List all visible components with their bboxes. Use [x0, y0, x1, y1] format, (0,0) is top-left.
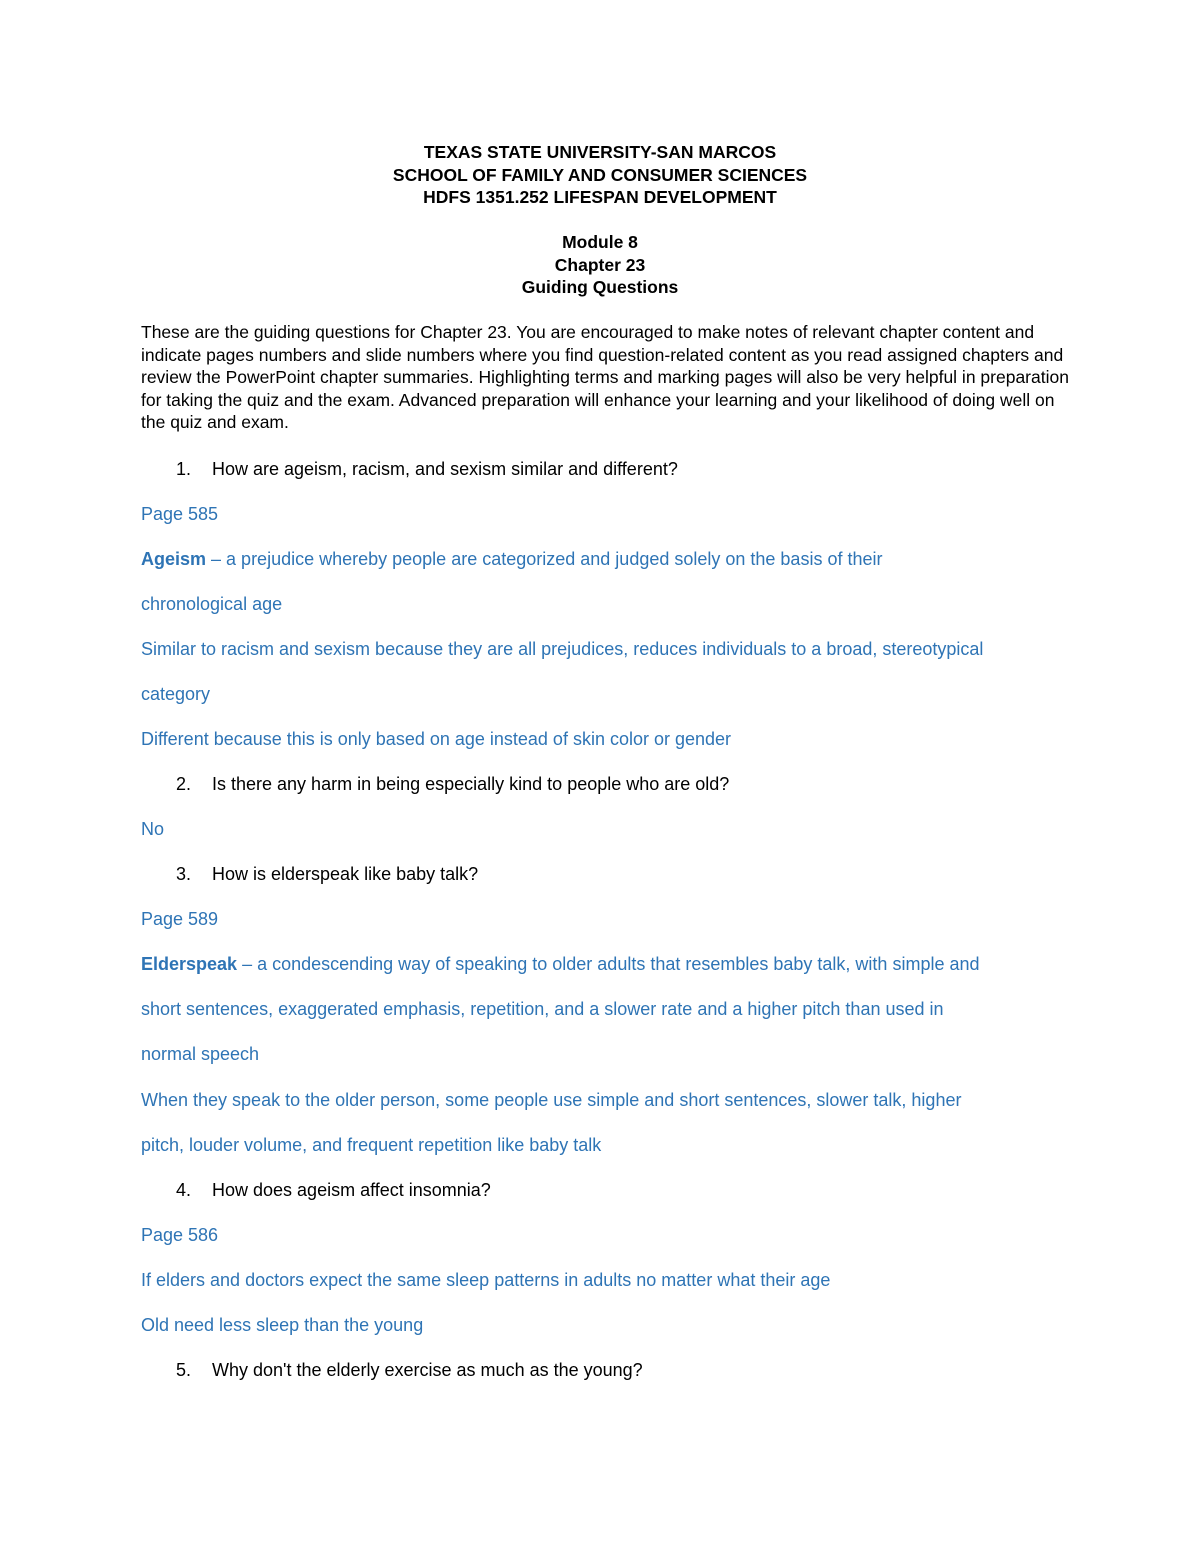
answer-1-definition-cont: chronological age — [141, 594, 283, 614]
course-name: HDFS 1351.252 LIFESPAN DEVELOPMENT — [423, 187, 777, 207]
definition-text: – a prejudice whereby people are categorized and judged solely on the basis of their — [206, 549, 883, 569]
answer-4-line-2: Old need less sleep than the young — [141, 1315, 424, 1335]
question-text: Why don't the elderly exercise as much as the young? — [212, 1360, 643, 1380]
intro-paragraph: These are the guiding questions for Chapter 23. You are encouraged to make notes of relevant chapter content and indicate pages numbers and slide numbers where you find question-related content as you read assigned chapters and review the PowerPoint chapter summaries. Highlighting terms and marking pages will also be very helpful in preparation for taking the quiz and the exam. Advanced preparation will enhance your learning and your likelihood of doing well on the quiz and exam. — [141, 322, 1069, 432]
answer-3-definition-end: normal speech — [141, 1044, 260, 1064]
chapter-label: Chapter 23 — [554, 254, 646, 275]
definition-text: – a condescending way of speaking to older adults that resembles baby talk, with simple and — [237, 954, 980, 974]
document-header — [0, 141, 1200, 209]
answer-1-similar: Similar to racism and sexism because they are all prejudices, reduces individuals to a broad, stereotypical — [141, 639, 984, 659]
question-number: 3. — [176, 864, 192, 884]
question-number: 4. — [176, 1180, 192, 1200]
question-number: 1. — [176, 459, 192, 479]
answer-2: No — [141, 819, 165, 839]
question-3 — [176, 862, 478, 886]
question-5 — [176, 1358, 643, 1382]
term-ageism: Ageism — [141, 549, 207, 569]
module-label: Module 8 — [562, 232, 638, 252]
question-1 — [176, 457, 678, 481]
answer-1-definition — [141, 547, 882, 571]
question-number: 2. — [176, 774, 192, 794]
answer-3-example: When they speak to the older person, some people use simple and short sentences, slower talk, higher — [141, 1090, 962, 1110]
answer-1-similar-cont: category — [141, 684, 211, 704]
university-name: TEXAS STATE UNIVERSITY-SAN MARCOS — [423, 142, 777, 162]
answer-4-line-1: If elders and doctors expect the same sleep patterns in adults no matter what their age — [141, 1270, 831, 1290]
question-number: 5. — [176, 1360, 192, 1380]
term-elderspeak: Elderspeak — [141, 954, 238, 974]
question-4 — [176, 1178, 491, 1202]
school-name: SCHOOL OF FAMILY AND CONSUMER SCIENCES — [392, 164, 808, 185]
answer-1-different: Different because this is only based on age instead of skin color or gender — [141, 729, 732, 749]
answer-3-definition — [141, 952, 980, 976]
document-subtitle: Guiding Questions — [521, 277, 679, 297]
document-title-block — [0, 231, 1200, 299]
answer-3-definition-cont: short sentences, exaggerated emphasis, repetition, and a slower rate and a higher pitch than used in — [141, 999, 944, 1019]
answer-1-page-ref: Page 585 — [141, 504, 219, 524]
question-text: How are ageism, racism, and sexism similar and different? — [212, 459, 678, 479]
question-text: How is elderspeak like baby talk? — [212, 864, 479, 884]
question-text: Is there any harm in being especially kind to people who are old? — [212, 774, 730, 794]
answer-4-page-ref: Page 586 — [141, 1225, 219, 1245]
answer-3-example-cont: pitch, louder volume, and frequent repetition like baby talk — [141, 1135, 602, 1155]
question-2 — [176, 772, 729, 796]
question-text: How does ageism affect insomnia? — [212, 1180, 491, 1200]
answer-3-page-ref: Page 589 — [141, 909, 219, 929]
